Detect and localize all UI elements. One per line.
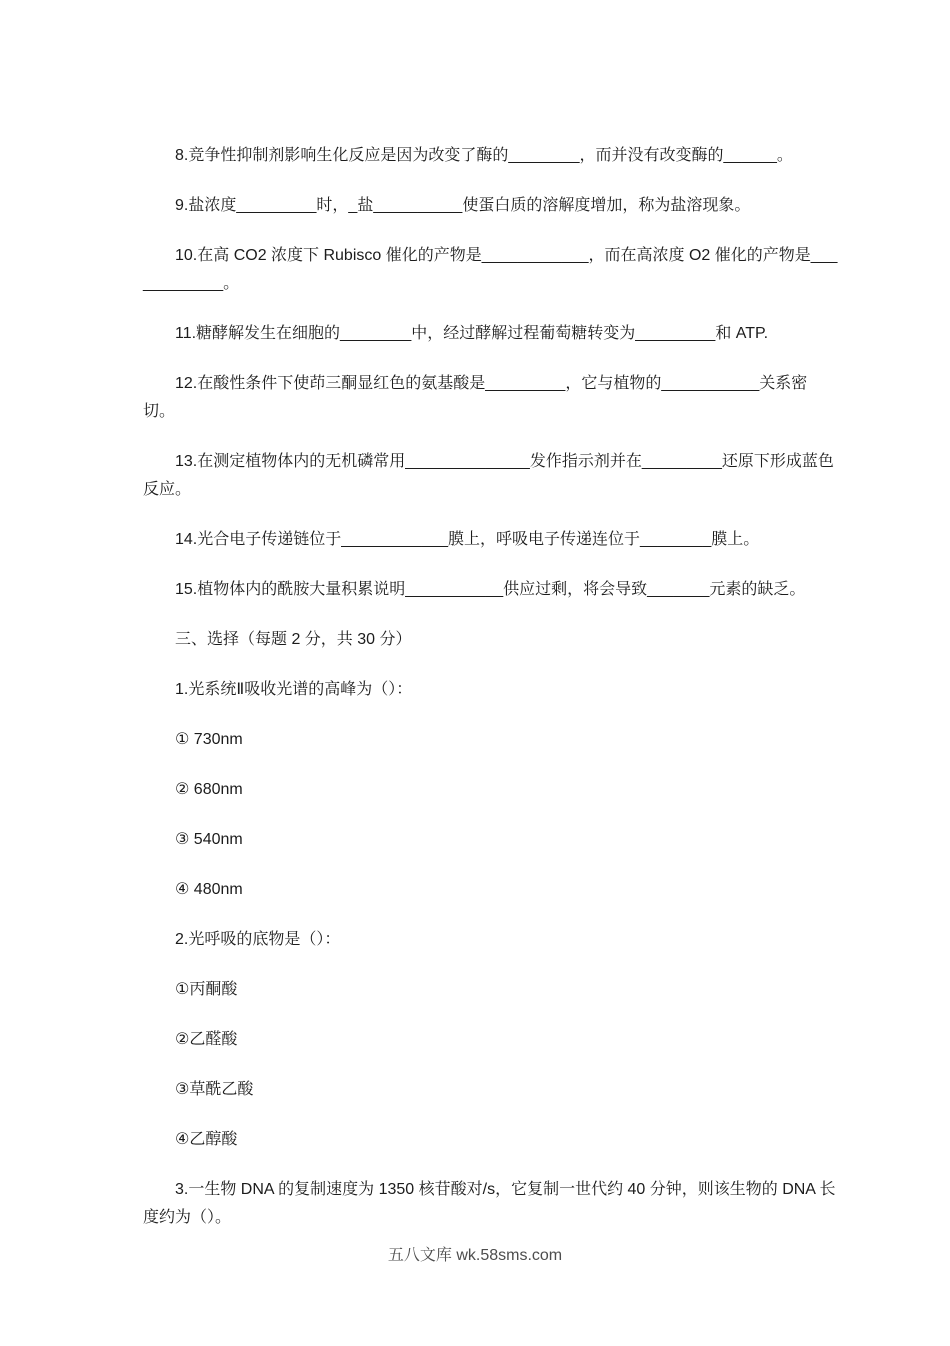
fill-blank-question-15: 15.植物体内的酰胺大量积累说明___________供应过剩，将会导致_______元素的缺乏。 <box>175 581 806 598</box>
choice-question-1-option-1: ① 730nm <box>175 731 243 748</box>
page-footer <box>0 1244 950 1268</box>
fill-blank-question-14: 14.光合电子传递链位于____________膜上，呼吸电子传递连位于________膜上。 <box>175 531 760 548</box>
choice-question-1: 1.光系统Ⅱ吸收光谱的高峰为（）： <box>175 681 413 698</box>
exam-document-body <box>143 142 838 1254</box>
choice-question-1-option-4: ④ 480nm <box>175 881 243 898</box>
choice-question-1-option-2: ② 680nm <box>175 781 243 798</box>
choice-question-2-option-2: ②乙醛酸 <box>175 1031 238 1048</box>
fill-blank-question-13: 13.在测定植物体内的无机磷常用______________发作指示剂并在_________还原下形成蓝色反应。 <box>143 453 834 498</box>
fill-blank-question-11: 11.糖酵解发生在细胞的________中，经过酵解过程葡萄糖转变为_________和 ATP. <box>175 325 769 342</box>
choice-question-2-option-4: ④乙醇酸 <box>175 1131 238 1148</box>
watermark-site-text: 五八文库 wk.58sms.com <box>387 1247 563 1264</box>
fill-blank-question-12: 12.在酸性条件下使茚三酮显红色的氨基酸是_________，它与植物的___________关系密切。 <box>143 375 808 420</box>
section-header-choice: 三、选择（每题 2 分，共 30 分） <box>175 631 412 648</box>
choice-question-1-option-3: ③ 540nm <box>175 831 243 848</box>
fill-blank-question-8: 8.竞争性抑制剂影响生化反应是因为改变了酶的________，而并没有改变酶的______。 <box>175 147 793 164</box>
choice-question-2-option-1: ①丙酮酸 <box>175 981 238 998</box>
fill-blank-question-10: 10.在高 CO2 浓度下 Rubisco 催化的产物是____________，而在高浓度 O2 催化的产物是____________。 <box>143 247 838 292</box>
choice-question-3: 3.一生物 DNA 的复制速度为 1350 核苷酸对/s，它复制一世代约 40 分钟，则该生物的 DNA 长度约为（）。 <box>143 1181 836 1226</box>
fill-blank-question-9: 9.盐浓度_________时，_盐__________使蛋白质的溶解度增加，称为盐溶现象。 <box>175 197 751 214</box>
choice-question-2-option-3: ③草酰乙酸 <box>175 1081 254 1098</box>
choice-question-2: 2.光呼吸的底物是（）： <box>175 931 341 948</box>
